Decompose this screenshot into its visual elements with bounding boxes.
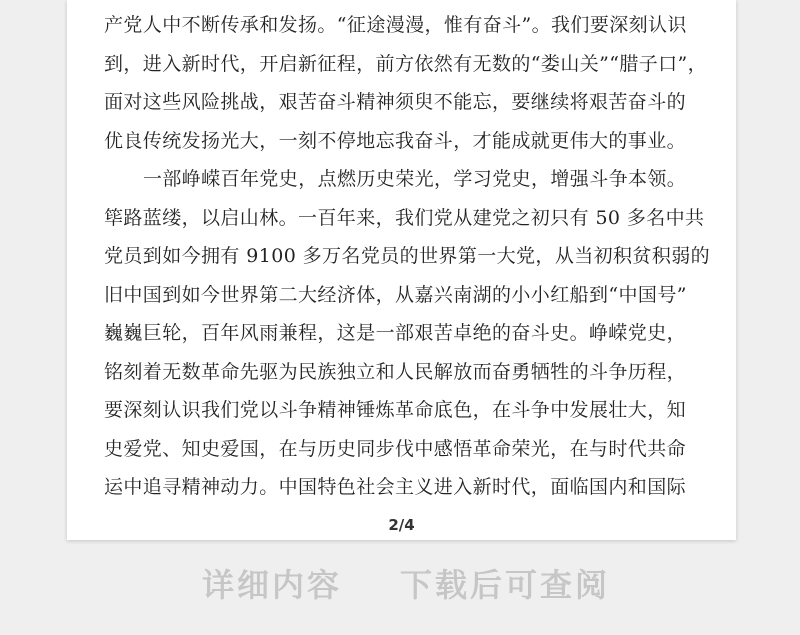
document-page [67, 0, 736, 540]
details-label: 详细内容 [202, 566, 343, 604]
document-line: 旧中国到如今世界第二大经济体，从嘉兴南湖的小小红船到“中国号” [104, 284, 687, 306]
document-line: 要深刻认识我们党以斗争精神锤炼革命底色，在斗争中发展壮大，知 [104, 399, 687, 421]
document-line: 面对这些风险挑战，艰苦奋斗精神须臾不能忘，要继续将艰苦奋斗的 [104, 91, 687, 113]
document-line: 史爱党、知史爱国，在与历史同步伐中感悟革命荣光，在与时代共命 [104, 438, 687, 460]
document-line: 筚路蓝缕，以启山林。一百年来，我们党从建党之初只有 50 多名中共 [104, 207, 705, 229]
document-line: 到，进入新时代，开启新征程，前方依然有无数的“娄山关”“腊子口”， [104, 53, 708, 75]
download-label: 下载后可查阅 [400, 566, 611, 604]
paragraph-first-line: 一部峥嵘百年党史，点燃历史荣光，学习党史，增强斗争本领。 [143, 168, 687, 190]
document-line: 产党人中不断传承和发扬。“征途漫漫，惟有奋斗”。我们要深刻认识 [104, 14, 687, 36]
document-line: 运中追寻精神动力。中国特色社会主义进入新时代，面临国内和国际 [104, 476, 687, 498]
document-line: 巍巍巨轮，百年风雨兼程，这是一部艰苦卓绝的奋斗史。峥嵘党史， [104, 322, 687, 344]
document-line: 优良传统发扬光大，一刻不停地忘我奋斗，才能成就更伟大的事业。 [104, 130, 687, 152]
page-number: 2/4 [388, 516, 415, 534]
document-line: 党员到如今拥有 9100 多万名党员的世界第一大党，从当初积贫积弱的 [104, 245, 711, 267]
document-line: 铭刻着无数革命先驱为民族独立和人民解放而奋勇牺牲的斗争历程， [104, 361, 687, 383]
download-banner [0, 560, 800, 604]
